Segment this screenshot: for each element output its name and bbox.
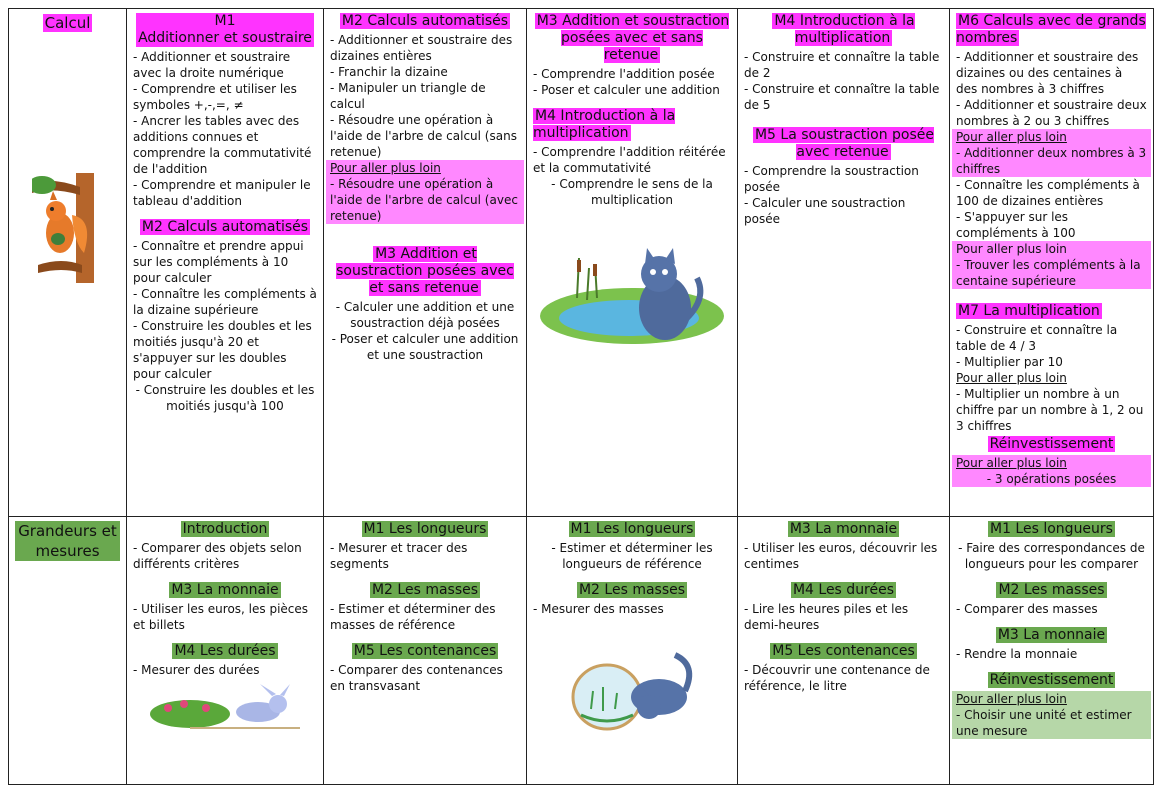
module-title: M3 La monnaie (171, 582, 279, 598)
module-title: Réinvestissement (989, 672, 1114, 688)
row-grandeurs (9, 517, 1154, 785)
module-body: - Découvrir une contenance de référence, le litre (744, 663, 930, 693)
period-2-calcul (324, 9, 527, 517)
module-title: M7 La multiplication (958, 303, 1100, 319)
extension-body: - Résoudre une opération à l'aide de l'arbre de calcul (avec retenue) (330, 177, 518, 223)
period-1-grandeurs (127, 517, 324, 785)
extension-label: Pour aller plus loin (330, 161, 441, 175)
squirrel-illustration (32, 173, 104, 283)
module-body: - Utiliser les euros, découvrir les centimes (744, 541, 938, 571)
progression-table (8, 8, 1154, 785)
extension-body: - Multiplier un nombre à un chiffre par un nombre à 1, 2 ou 3 chiffres (956, 387, 1144, 433)
period-4-calcul (738, 9, 950, 517)
module-title: M3 La monnaie (789, 521, 898, 537)
module-title: M1 Les longueurs (570, 521, 694, 537)
module-title: M1 Les longueurs (990, 521, 1113, 537)
cat-pond-illustration (537, 238, 727, 348)
rabbit-illustration (150, 684, 300, 730)
module-body: - Lire les heures piles et les demi-heures (744, 602, 909, 632)
module-body: - Calculer une addition et une soustraction déjà posées - Poser et calculer une addition et une soustraction (331, 300, 519, 362)
extension-body: - Additionner deux nombres à 3 chiffres (956, 146, 1147, 176)
subject-calcul: Calcul (44, 14, 91, 32)
module-body: - Additionner et soustraire avec la droite numérique - Comprendre et utiliser les symboles +,-,=, ≠ - Ancrer les tables avec des additions connues et comprendre la commutativité de l'addition - Comprendre et manipuler le tableau d'addition (133, 50, 312, 208)
module-body: - Rendre la monnaie (956, 647, 1078, 661)
extension-block (952, 455, 1151, 487)
cat-fishbowl-illustration (567, 635, 697, 735)
module-title: M5 La soustraction posée avec retenue (754, 127, 935, 160)
extension-body: - Choisir une unité et estimer une mesure (956, 708, 1132, 738)
module-title: M3 Addition et soustraction posées avec et sans retenue (536, 13, 730, 63)
row-calcul (9, 9, 1154, 517)
module-title: M2 Les masses (371, 582, 479, 598)
subject-grandeurs: Grandeurs et mesures (15, 521, 120, 561)
extension-label: Pour aller plus loin (956, 456, 1067, 470)
period-2-grandeurs (324, 517, 527, 785)
extension-body: - Trouver les compléments à la centaine supérieure (956, 258, 1141, 288)
module-body: - Comprendre le sens de la multiplication (551, 177, 713, 207)
module-body: - Faire des correspondances de longueurs pour les comparer (958, 541, 1145, 571)
subject-cell-calcul (9, 9, 127, 517)
period-3-calcul (527, 9, 738, 517)
extension-label: Pour aller plus loin (956, 242, 1067, 256)
module-title: M2 Les masses (578, 582, 686, 598)
extension-block (952, 241, 1151, 289)
subject-cell-grandeurs (9, 517, 127, 785)
module-body: - Mesurer des durées (133, 663, 260, 677)
module-body: - Comparer des contenances en transvasant (330, 663, 503, 693)
module-body: - Comparer des masses (956, 602, 1098, 616)
module-title: Réinvestissement (989, 436, 1114, 452)
module-title: M4 Introduction à la multiplication (533, 108, 676, 141)
module-body: - Construire et connaître la table de 4 / 3 - Multiplier par 10 (956, 323, 1118, 369)
module-title: M4 Les durées (174, 643, 276, 659)
module-title: M3 La monnaie (997, 627, 1106, 643)
extension-label: Pour aller plus loin (956, 692, 1067, 706)
module-title: M6 Calculs avec de grands nombres (956, 13, 1146, 46)
module-body: - Connaître et prendre appui sur les compléments à 10 pour calculer - Connaître les compléments à la dizaine supérieure - Construire les doubles et les moitiés jusqu'à 20 et s'appuyer sur les doubles pour calculer (133, 239, 317, 381)
module-body: - Construire et connaître la table de 2 - Construire et connaître la table de 5 (744, 50, 940, 112)
module-body: - Comprendre la soustraction posée - Calculer une soustraction posée (744, 164, 919, 226)
extension-block (952, 691, 1151, 739)
module-body: - Mesurer et tracer des segments (330, 541, 468, 571)
extension-label: Pour aller plus loin (956, 371, 1067, 385)
module-title: M2 Les masses (998, 582, 1105, 598)
extension-block (952, 129, 1151, 177)
period-5-grandeurs (950, 517, 1154, 785)
module-body: - Construire les doubles et les moitiés jusqu'à 100 (135, 383, 315, 413)
module-title: M2 Calculs automatisés (141, 219, 309, 235)
module-body: - Estimer et déterminer des masses de référence (330, 602, 496, 632)
module-title: M3 Addition et soustraction posées avec et sans retenue (336, 246, 514, 296)
module-body: - Utiliser les euros, les pièces et billets (133, 602, 309, 632)
extension-block (326, 160, 524, 224)
module-title: M1 Les longueurs (363, 521, 487, 537)
module-body: - Additionner et soustraire des dizaines ou des centaines à des nombres à 3 chiffres - Additionner et soustraire deux nombres à 2 ou 3 chiffres (956, 50, 1147, 128)
module-title: M4 Introduction à la multiplication (774, 13, 915, 46)
extension-label: Pour aller plus loin (956, 130, 1067, 144)
module-title: M5 Les contenances (772, 643, 915, 659)
period-4-grandeurs (738, 517, 950, 785)
module-title: M1 Additionner et soustraire (138, 13, 312, 46)
period-3-grandeurs (527, 517, 738, 785)
module-body: - Mesurer des masses (533, 602, 664, 616)
module-body: - Estimer et déterminer les longueurs de référence (551, 541, 713, 571)
module-body: - Comprendre l'addition réitérée et la commutativité (533, 145, 726, 175)
module-body: - Additionner et soustraire des dizaines entières - Franchir la dizaine - Manipuler un triangle de calcul - Résoudre une opération à l'aide de l'arbre de calcul (sans retenue) (330, 33, 517, 159)
period-5-calcul (950, 9, 1154, 517)
module-title: M5 Les contenances (353, 643, 497, 659)
period-1-calcul (127, 9, 324, 517)
extension-body: - 3 opérations posées (986, 472, 1117, 486)
module-body: - Comparer des objets selon différents critères (133, 541, 302, 571)
module-body: - Comprendre l'addition posée - Poser et calculer une addition (533, 67, 720, 97)
module-body: - Connaître les compléments à 100 de dizaines entières - S'appuyer sur les compléments à 100 (956, 178, 1140, 240)
module-title: M2 Calculs automatisés (341, 13, 509, 29)
module-title: Introduction (182, 521, 268, 537)
module-title: M4 Les durées (792, 582, 895, 598)
